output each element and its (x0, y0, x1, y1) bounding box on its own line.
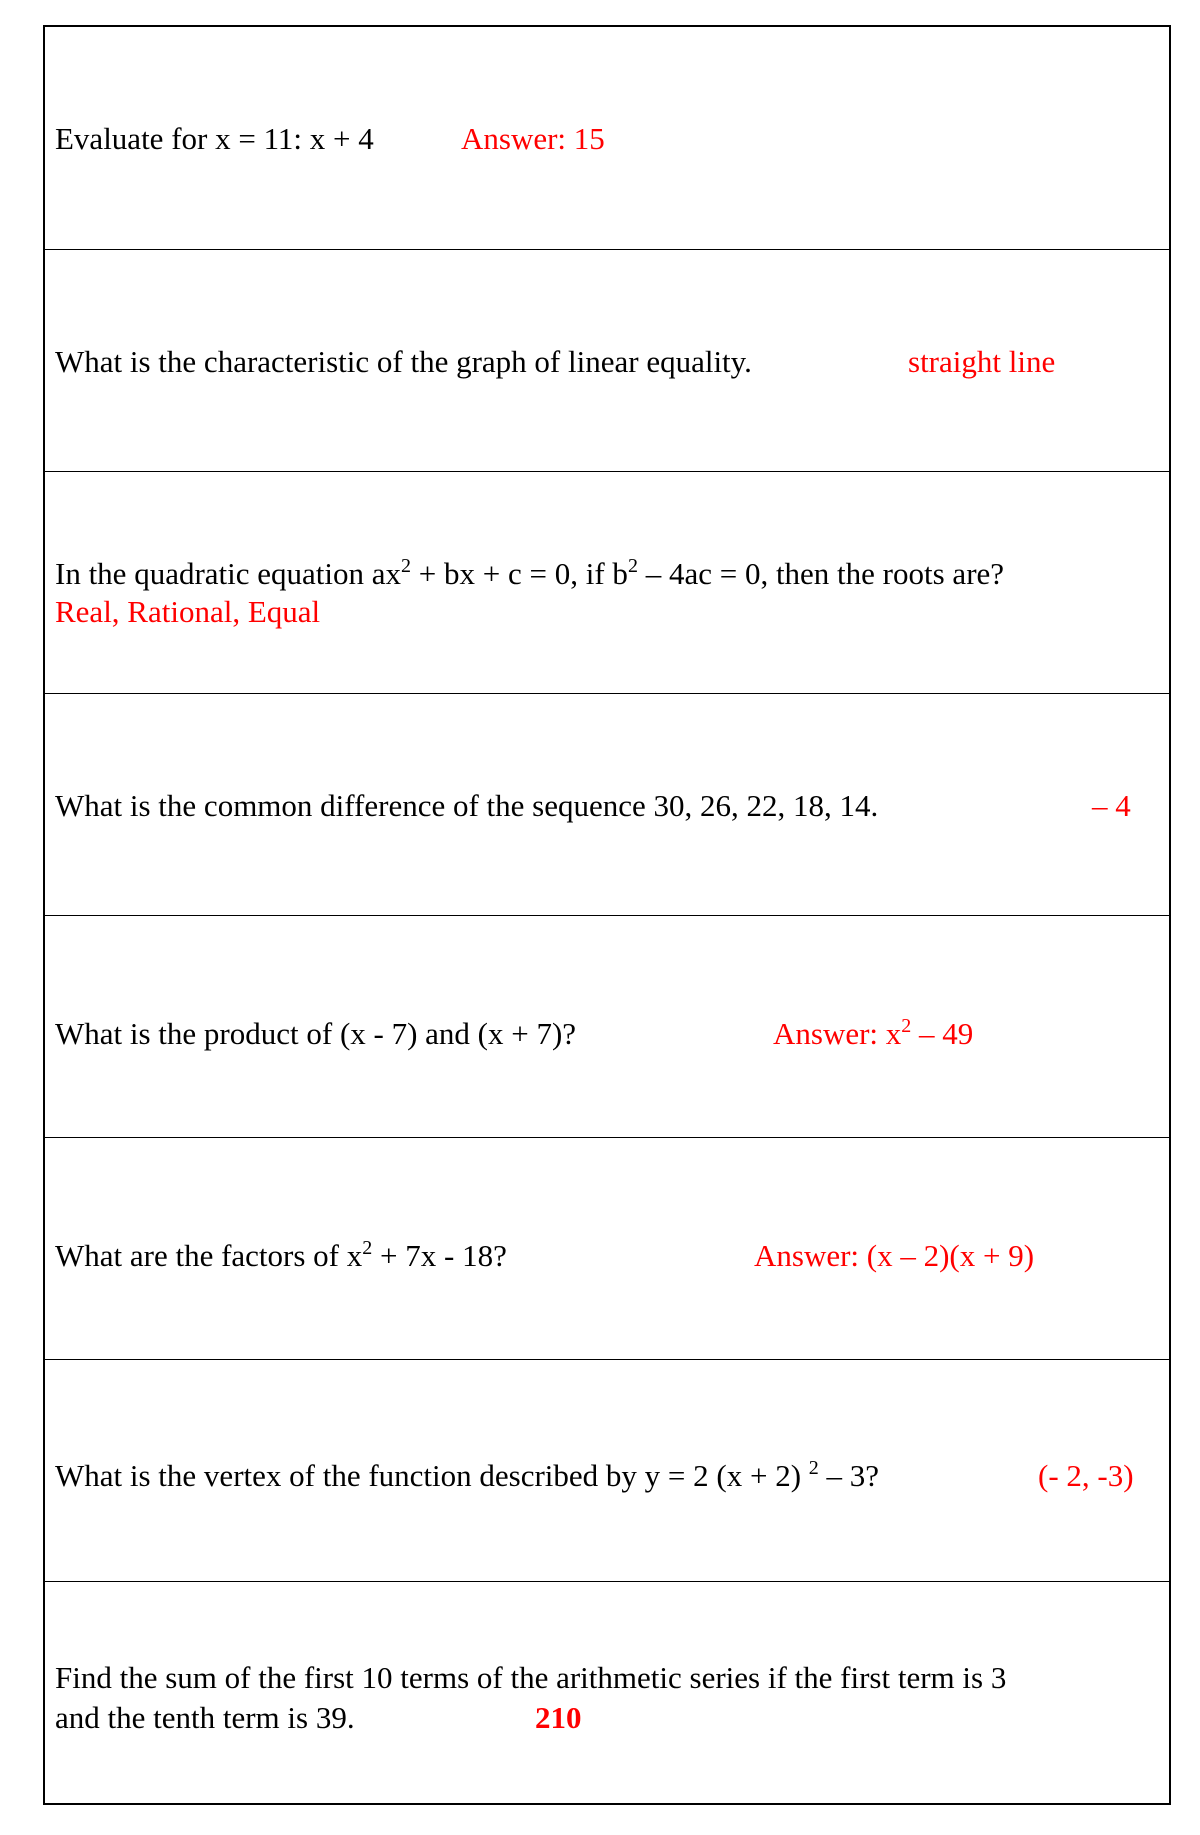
question-7-exponent: 2 (808, 1457, 819, 1479)
question-8-line-2: and the tenth term is 39. (55, 1700, 355, 1735)
question-3-part-a: In the quadratic equation ax (55, 556, 402, 591)
answer-4: – 4 (1092, 788, 1131, 823)
question-card-8 (45, 1581, 1169, 1803)
answer-2: straight line (908, 344, 1056, 379)
answer-7: (- 2, -3) (1038, 1458, 1134, 1493)
answer-5-part-a: Answer: x (773, 1016, 902, 1051)
answer-8: 210 (535, 1700, 582, 1735)
question-6-part-b: + 7x - 18? (372, 1238, 507, 1273)
question-7-part-b: – 3? (818, 1458, 880, 1493)
question-card-7 (45, 1359, 1169, 1581)
question-5: What is the product of (x - 7) and (x + 7)? (55, 1016, 577, 1051)
answer-6: Answer: (x – 2)(x + 9) (754, 1238, 1035, 1273)
question-card-5 (45, 915, 1169, 1137)
question-8-line-1: Find the sum of the first 10 terms of the arithmetic series if the first term is 3 (55, 1660, 1007, 1695)
question-6-exponent: 2 (362, 1237, 373, 1259)
question-1: Evaluate for x = 11: x + 4 (55, 121, 374, 156)
question-card-3 (45, 471, 1169, 693)
question-6 (55, 1236, 507, 1276)
question-3 (55, 554, 1004, 594)
question-7 (55, 1456, 879, 1496)
question-3-part-c: – 4ac = 0, then the roots are? (637, 556, 1005, 591)
answer-1: Answer: 15 (461, 121, 605, 156)
answer-5 (773, 1014, 973, 1054)
question-3-part-b: + bx + c = 0, if b (411, 556, 628, 591)
question-2: What is the characteristic of the graph of linear equality. (55, 344, 752, 379)
question-3-exponent-a: 2 (401, 555, 412, 577)
question-card-1 (45, 27, 1169, 249)
question-card-6 (45, 1137, 1169, 1359)
question-7-part-a: What is the vertex of the function described by y = 2 (x + 2) (55, 1458, 809, 1493)
question-6-part-a: What are the factors of x (55, 1238, 363, 1273)
answer-5-part-b: – 49 (911, 1016, 974, 1051)
question-3-exponent-b: 2 (627, 555, 638, 577)
question-4: What is the common difference of the sequence 30, 26, 22, 18, 14. (55, 788, 879, 823)
flashcard-sheet (43, 25, 1171, 1805)
question-card-4 (45, 693, 1169, 915)
question-card-2 (45, 249, 1169, 471)
answer-5-exponent: 2 (901, 1015, 912, 1037)
answer-3: Real, Rational, Equal (55, 594, 321, 629)
